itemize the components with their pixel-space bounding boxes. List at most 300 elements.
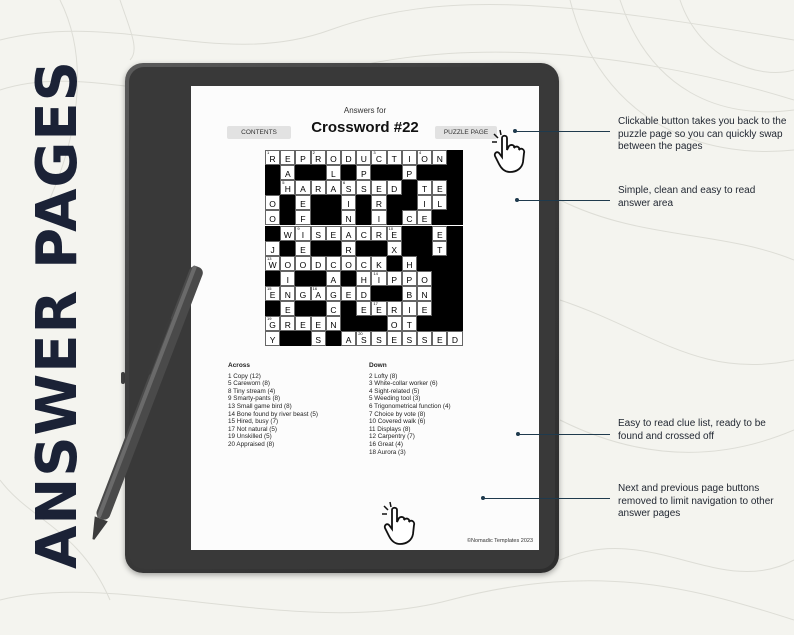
grid-letter-cell bbox=[311, 331, 326, 346]
answer-letter: E bbox=[330, 229, 337, 240]
answer-letter: T bbox=[421, 184, 428, 195]
answer-letter: A bbox=[345, 229, 352, 240]
across-clue-item: 9 Smarty-pants (8) bbox=[228, 395, 281, 403]
grid-letter-cell bbox=[356, 256, 371, 271]
grid-letter-cell bbox=[387, 150, 402, 165]
grid-block-cell bbox=[387, 256, 402, 271]
answer-letter: O bbox=[299, 259, 307, 270]
answer-letter: N bbox=[284, 289, 291, 300]
grid-letter-cell bbox=[402, 210, 417, 225]
answer-letter: R bbox=[375, 229, 383, 240]
answer-letter: I bbox=[347, 199, 350, 210]
answer-letter: O bbox=[345, 259, 352, 270]
answer-letter: S bbox=[360, 335, 367, 346]
down-clue-item: 7 Choice by vote (8) bbox=[369, 410, 426, 418]
clue-number: 2 bbox=[312, 150, 315, 155]
grid-block-cell bbox=[447, 301, 462, 316]
answer-letter: A bbox=[330, 274, 337, 285]
page-title: Crossword #22 bbox=[311, 119, 419, 136]
answer-letter: O bbox=[421, 274, 428, 285]
device-screen bbox=[191, 86, 539, 550]
answer-letter: E bbox=[269, 289, 276, 300]
grid-letter-cell bbox=[417, 210, 432, 225]
grid-letter-cell bbox=[356, 331, 371, 346]
grid-block-cell bbox=[402, 195, 417, 210]
grid-block-cell bbox=[402, 180, 417, 195]
grid-block-cell bbox=[432, 256, 447, 271]
grid-block-cell bbox=[295, 331, 310, 346]
grid-block-cell bbox=[371, 316, 386, 331]
answer-letter: P bbox=[391, 274, 398, 285]
grid-block-cell bbox=[432, 210, 447, 225]
grid-letter-cell bbox=[326, 256, 341, 271]
grid-block-cell bbox=[417, 256, 432, 271]
grid-block-cell bbox=[447, 180, 462, 195]
copyright-text: ©Nomadic Templates 2023 bbox=[466, 538, 533, 544]
grid-block-cell bbox=[326, 195, 341, 210]
grid-block-cell bbox=[447, 226, 462, 241]
across-clue-item: 13 Small game bird (8) bbox=[228, 402, 292, 410]
clue-number: 5 bbox=[282, 180, 285, 186]
answer-letter: R bbox=[375, 199, 383, 210]
grid-letter-cell bbox=[371, 256, 386, 271]
grid-letter-cell bbox=[326, 271, 341, 286]
answer-letter: S bbox=[376, 335, 382, 346]
answer-letter: R bbox=[345, 244, 352, 255]
grid-block-cell bbox=[295, 301, 310, 316]
answer-letter: T bbox=[406, 320, 412, 331]
answer-letter: O bbox=[421, 154, 428, 164]
grid-block-cell bbox=[387, 195, 402, 210]
grid-block-cell bbox=[447, 286, 462, 301]
grid-block-cell bbox=[326, 241, 341, 256]
grid-letter-cell bbox=[387, 180, 402, 195]
grid-block-cell bbox=[311, 165, 326, 180]
down-clue-item: 4 Sight-related (5) bbox=[369, 387, 420, 395]
grid-block-cell bbox=[447, 165, 462, 180]
grid-letter-cell bbox=[295, 226, 310, 241]
grid-block-cell bbox=[447, 150, 462, 165]
answer-letter: A bbox=[330, 184, 337, 195]
down-clue-item: 18 Aurora (3) bbox=[369, 448, 406, 456]
clue-number: 17 bbox=[373, 301, 378, 306]
grid-letter-cell bbox=[326, 316, 341, 331]
answers-for-label: Answers for bbox=[343, 106, 387, 115]
grid-block-cell bbox=[371, 241, 386, 256]
hand-pointer-icon bbox=[380, 500, 422, 546]
answer-letter: C bbox=[375, 154, 383, 164]
answer-letter: G bbox=[269, 320, 276, 331]
answer-letter: W bbox=[268, 259, 277, 270]
clue-number: 19 bbox=[267, 316, 272, 322]
grid-block-cell bbox=[280, 241, 295, 256]
grid-block-cell bbox=[432, 316, 447, 331]
answer-letter: E bbox=[284, 154, 291, 164]
grid-block-cell bbox=[326, 210, 341, 225]
grid-letter-cell bbox=[356, 286, 371, 301]
grid-letter-cell bbox=[280, 165, 295, 180]
answer-letter: C bbox=[406, 214, 413, 225]
grid-block-cell bbox=[417, 226, 432, 241]
answer-letter: C bbox=[360, 259, 367, 270]
grid-letter-cell bbox=[356, 301, 371, 316]
grid-block-cell bbox=[417, 165, 432, 180]
grid-letter-cell bbox=[265, 241, 280, 256]
grid-block-cell bbox=[402, 241, 417, 256]
answer-letter: F bbox=[300, 214, 306, 225]
grid-block-cell bbox=[280, 210, 295, 225]
grid-letter-cell bbox=[402, 286, 417, 301]
annotation-clue-list: Easy to read clue list, ready to be found and crossed off bbox=[618, 418, 766, 442]
grid-letter-cell bbox=[341, 256, 356, 271]
grid-letter-cell bbox=[341, 286, 356, 301]
grid-block-cell bbox=[447, 195, 462, 210]
grid-block-cell bbox=[371, 165, 386, 180]
grid-letter-cell bbox=[371, 150, 386, 165]
answer-letter: O bbox=[269, 214, 276, 225]
grid-letter-cell bbox=[371, 180, 386, 195]
grid-block-cell bbox=[311, 195, 326, 210]
answer-letter: E bbox=[436, 184, 443, 195]
grid-letter-cell bbox=[341, 241, 356, 256]
stylus-pen bbox=[70, 255, 220, 555]
grid-letter-cell bbox=[265, 331, 280, 346]
answer-letter: P bbox=[300, 154, 306, 164]
down-heading: Down bbox=[369, 362, 387, 369]
down-clue-item: 10 Covered walk (6) bbox=[369, 418, 426, 426]
answer-letter: G bbox=[299, 289, 307, 300]
down-clue-item: 16 Great (4) bbox=[369, 440, 403, 448]
grid-letter-cell bbox=[280, 301, 295, 316]
clue-number: 4 bbox=[419, 150, 422, 155]
annotation-line bbox=[483, 498, 610, 499]
annotation-answer-area: Simple, clean and easy to read answer area bbox=[618, 185, 756, 209]
answer-letter: R bbox=[315, 184, 322, 195]
grid-block-cell bbox=[311, 301, 326, 316]
grid-block-cell bbox=[295, 165, 310, 180]
grid-block-cell bbox=[326, 331, 341, 346]
answer-letter: A bbox=[345, 335, 352, 346]
across-clue-item: 19 Unskilled (5) bbox=[228, 433, 272, 441]
answer-letter: C bbox=[330, 259, 337, 270]
grid-block-cell bbox=[417, 316, 432, 331]
grid-block-cell bbox=[447, 256, 462, 271]
answer-letter: N bbox=[330, 320, 337, 331]
down-clue-item: 5 Weeding tool (3) bbox=[369, 395, 421, 403]
grid-letter-cell bbox=[371, 331, 386, 346]
answer-letter: W bbox=[283, 229, 292, 240]
grid-block-cell bbox=[432, 301, 447, 316]
grid-letter-cell bbox=[432, 150, 447, 165]
hand-pointer-icon bbox=[490, 128, 532, 174]
answer-letter: A bbox=[300, 184, 306, 195]
grid-letter-cell bbox=[371, 271, 386, 286]
grid-letter-cell bbox=[447, 331, 462, 346]
answer-pages-title: ANSWER PAGES bbox=[25, 60, 90, 569]
grid-letter-cell bbox=[387, 226, 402, 241]
grid-letter-cell bbox=[356, 180, 371, 195]
across-clue-item: 1 Copy (12) bbox=[228, 372, 261, 380]
grid-letter-cell bbox=[265, 316, 280, 331]
grid-letter-cell bbox=[356, 165, 371, 180]
grid-block-cell bbox=[311, 271, 326, 286]
grid-block-cell bbox=[356, 316, 371, 331]
across-heading: Across bbox=[228, 362, 251, 369]
down-clue-item: 11 Displays (8) bbox=[369, 425, 411, 433]
grid-letter-cell bbox=[280, 286, 295, 301]
answer-letter: E bbox=[421, 214, 428, 225]
answer-letter: L bbox=[331, 169, 336, 180]
grid-letter-cell bbox=[356, 150, 371, 165]
answer-letter: E bbox=[391, 229, 398, 240]
grid-letter-cell bbox=[402, 331, 417, 346]
grid-block-cell bbox=[417, 241, 432, 256]
grid-block-cell bbox=[447, 271, 462, 286]
grid-letter-cell bbox=[387, 301, 402, 316]
grid-letter-cell bbox=[417, 286, 432, 301]
grid-block-cell bbox=[265, 226, 280, 241]
grid-block-cell bbox=[341, 271, 356, 286]
across-clue-item: 14 Bone found by river beast (5) bbox=[228, 410, 318, 418]
across-clue-item: 17 Not natural (5) bbox=[228, 425, 278, 433]
grid-letter-cell bbox=[295, 316, 310, 331]
grid-block-cell bbox=[387, 165, 402, 180]
grid-letter-cell bbox=[326, 301, 341, 316]
grid-letter-cell bbox=[341, 195, 356, 210]
grid-letter-cell bbox=[387, 316, 402, 331]
grid-block-cell bbox=[432, 286, 447, 301]
grid-letter-cell bbox=[371, 210, 386, 225]
answer-letter: C bbox=[360, 229, 367, 240]
answer-letter: O bbox=[284, 259, 292, 270]
grid-letter-cell bbox=[265, 195, 280, 210]
clue-number: 14 bbox=[373, 270, 378, 276]
grid-letter-cell bbox=[311, 286, 326, 301]
grid-letter-cell bbox=[432, 331, 447, 346]
grid-block-cell bbox=[371, 286, 386, 301]
grid-letter-cell bbox=[311, 180, 326, 195]
annotation-line bbox=[515, 131, 610, 132]
answer-letter: X bbox=[391, 244, 398, 255]
grid-letter-cell bbox=[265, 286, 280, 301]
grid-block-cell bbox=[295, 271, 310, 286]
grid-letter-cell bbox=[280, 316, 295, 331]
grid-block-cell bbox=[341, 165, 356, 180]
answer-letter: C bbox=[330, 305, 337, 315]
across-clue-item: 20 Appraised (8) bbox=[228, 440, 275, 448]
grid-letter-cell bbox=[295, 210, 310, 225]
grid-letter-cell bbox=[326, 226, 341, 241]
grid-letter-cell bbox=[356, 271, 371, 286]
grid-letter-cell bbox=[387, 241, 402, 256]
clue-number: 1 bbox=[267, 150, 270, 155]
grid-block-cell bbox=[311, 210, 326, 225]
annotation-line bbox=[517, 200, 610, 201]
grid-letter-cell bbox=[432, 226, 447, 241]
grid-block-cell bbox=[356, 210, 371, 225]
answer-letter: D bbox=[315, 259, 322, 270]
answer-letter: E bbox=[376, 184, 382, 195]
answer-letter: E bbox=[300, 320, 306, 331]
answer-letter: T bbox=[391, 154, 397, 164]
answer-letter: A bbox=[284, 169, 291, 180]
answer-letter: N bbox=[436, 154, 443, 164]
grid-letter-cell bbox=[326, 286, 341, 301]
grid-letter-cell bbox=[265, 150, 280, 165]
grid-block-cell bbox=[432, 165, 447, 180]
clue-number: 10 bbox=[388, 225, 394, 231]
answer-letter: U bbox=[360, 154, 367, 164]
answer-letter: G bbox=[330, 289, 337, 300]
clue-number: 16 bbox=[312, 285, 318, 291]
grid-block-cell bbox=[311, 241, 326, 256]
grid-letter-cell bbox=[326, 165, 341, 180]
answer-letter: S bbox=[315, 335, 322, 346]
grid-block-cell bbox=[341, 316, 356, 331]
across-clue-list bbox=[228, 362, 318, 449]
answer-letter: H bbox=[284, 184, 291, 195]
answer-letter: K bbox=[376, 259, 382, 270]
contents-button[interactable]: CONTENTS bbox=[227, 126, 291, 139]
grid-block-cell bbox=[356, 195, 371, 210]
answer-letter: R bbox=[391, 305, 398, 315]
answer-letter: I bbox=[377, 274, 381, 285]
grid-letter-cell bbox=[417, 195, 432, 210]
across-clue-item: 5 Careworn (8) bbox=[228, 380, 270, 388]
across-clue-item: 15 Hired, busy (7) bbox=[228, 418, 279, 426]
answer-letter: O bbox=[269, 199, 276, 210]
grid-letter-cell bbox=[311, 150, 326, 165]
answer-letter: I bbox=[408, 154, 411, 164]
grid-letter-cell bbox=[326, 150, 341, 165]
answer-letter: N bbox=[345, 214, 352, 225]
grid-block-cell bbox=[432, 271, 447, 286]
grid-block-cell bbox=[265, 165, 280, 180]
answer-letter: O bbox=[330, 154, 337, 164]
answer-letter: R bbox=[284, 320, 291, 331]
answer-letter: E bbox=[300, 244, 306, 255]
grid-block-cell bbox=[280, 195, 295, 210]
grid-letter-cell bbox=[371, 301, 386, 316]
grid-letter-cell bbox=[432, 195, 447, 210]
grid-block-cell bbox=[341, 301, 356, 316]
grid-letter-cell bbox=[311, 316, 326, 331]
answer-letter: R bbox=[315, 154, 322, 164]
grid-letter-cell bbox=[402, 316, 417, 331]
grid-letter-cell bbox=[295, 195, 310, 210]
answer-letter: S bbox=[406, 335, 413, 346]
grid-letter-cell bbox=[417, 331, 432, 346]
answer-letter: O bbox=[390, 320, 398, 331]
grid-letter-cell bbox=[387, 331, 402, 346]
grid-letter-cell bbox=[341, 210, 356, 225]
answer-letter: E bbox=[436, 229, 443, 240]
down-clue-item: 3 White-collar worker (6) bbox=[369, 380, 438, 388]
grid-letter-cell bbox=[295, 256, 310, 271]
grid-letter-cell bbox=[402, 301, 417, 316]
down-clue-item: 12 Carpentry (7) bbox=[369, 433, 415, 441]
answer-letter: E bbox=[360, 305, 367, 315]
answer-letter: D bbox=[360, 289, 367, 300]
grid-letter-cell bbox=[432, 180, 447, 195]
grid-block-cell bbox=[265, 301, 280, 316]
down-clue-item: 6 Trigonometrical function (4) bbox=[369, 402, 451, 410]
answer-letter: L bbox=[437, 199, 443, 210]
answer-letter: E bbox=[421, 305, 428, 315]
answer-letter: S bbox=[360, 184, 367, 195]
annotation-navigation: Next and previous page buttons removed to limit navigation to other answer pages bbox=[618, 483, 774, 519]
answer-letter: E bbox=[391, 335, 398, 346]
grid-letter-cell bbox=[341, 331, 356, 346]
clue-number: 13 bbox=[267, 255, 272, 261]
puzzle-page-button[interactable]: PUZZLE PAGE bbox=[435, 126, 497, 139]
answer-letter: S bbox=[315, 229, 322, 240]
answer-letter: E bbox=[300, 199, 306, 210]
answer-letter: I bbox=[423, 199, 426, 210]
across-clue-item: 8 Tiny stream (4) bbox=[228, 387, 276, 395]
answer-letter: E bbox=[345, 289, 352, 300]
grid-letter-cell bbox=[417, 180, 432, 195]
grid-block-cell bbox=[265, 271, 280, 286]
grid-letter-cell bbox=[356, 226, 371, 241]
answer-letter: Y bbox=[269, 335, 276, 346]
answer-letter: I bbox=[408, 305, 411, 315]
answer-letter: I bbox=[286, 274, 289, 285]
answer-letter: P bbox=[406, 169, 413, 180]
grid-letter-cell bbox=[341, 180, 356, 195]
grid-letter-cell bbox=[371, 226, 386, 241]
grid-letter-cell bbox=[280, 271, 295, 286]
clue-number: 15 bbox=[267, 285, 272, 291]
grid-letter-cell bbox=[295, 150, 310, 165]
clue-number: 20 bbox=[358, 331, 363, 337]
grid-letter-cell bbox=[402, 271, 417, 286]
answer-letter: S bbox=[421, 335, 428, 346]
answer-letter: D bbox=[391, 184, 398, 195]
grid-letter-cell bbox=[295, 241, 310, 256]
annotation-line bbox=[518, 434, 610, 435]
grid-block-cell bbox=[280, 331, 295, 346]
answer-letter: E bbox=[376, 305, 382, 315]
grid-block-cell bbox=[447, 241, 462, 256]
grid-letter-cell bbox=[417, 301, 432, 316]
grid-letter-cell bbox=[432, 241, 447, 256]
grid-letter-cell bbox=[311, 226, 326, 241]
clue-number: 9 bbox=[297, 225, 300, 231]
answer-letter: P bbox=[406, 274, 413, 285]
answer-letter: T bbox=[437, 244, 443, 255]
grid-block-cell bbox=[356, 241, 371, 256]
answer-letter: I bbox=[377, 214, 381, 225]
grid-block-cell bbox=[402, 226, 417, 241]
grid-letter-cell bbox=[265, 210, 280, 225]
grid-letter-cell bbox=[341, 150, 356, 165]
answer-letter: E bbox=[284, 305, 291, 315]
grid-letter-cell bbox=[402, 165, 417, 180]
grid-letter-cell bbox=[295, 180, 310, 195]
grid-letter-cell bbox=[417, 150, 432, 165]
grid-letter-cell bbox=[265, 256, 280, 271]
grid-block-cell bbox=[447, 210, 462, 225]
answer-letter: P bbox=[360, 169, 367, 180]
answer-letter: H bbox=[406, 259, 413, 270]
answer-letter: N bbox=[421, 289, 428, 300]
grid-letter-cell bbox=[311, 256, 326, 271]
annotation-puzzle-button: Clickable button takes you back to the puzzle page so you can quickly swap between the pages bbox=[618, 116, 787, 152]
down-clue-list bbox=[369, 362, 451, 456]
answer-letter: H bbox=[360, 274, 367, 285]
answer-letter: S bbox=[345, 184, 352, 195]
